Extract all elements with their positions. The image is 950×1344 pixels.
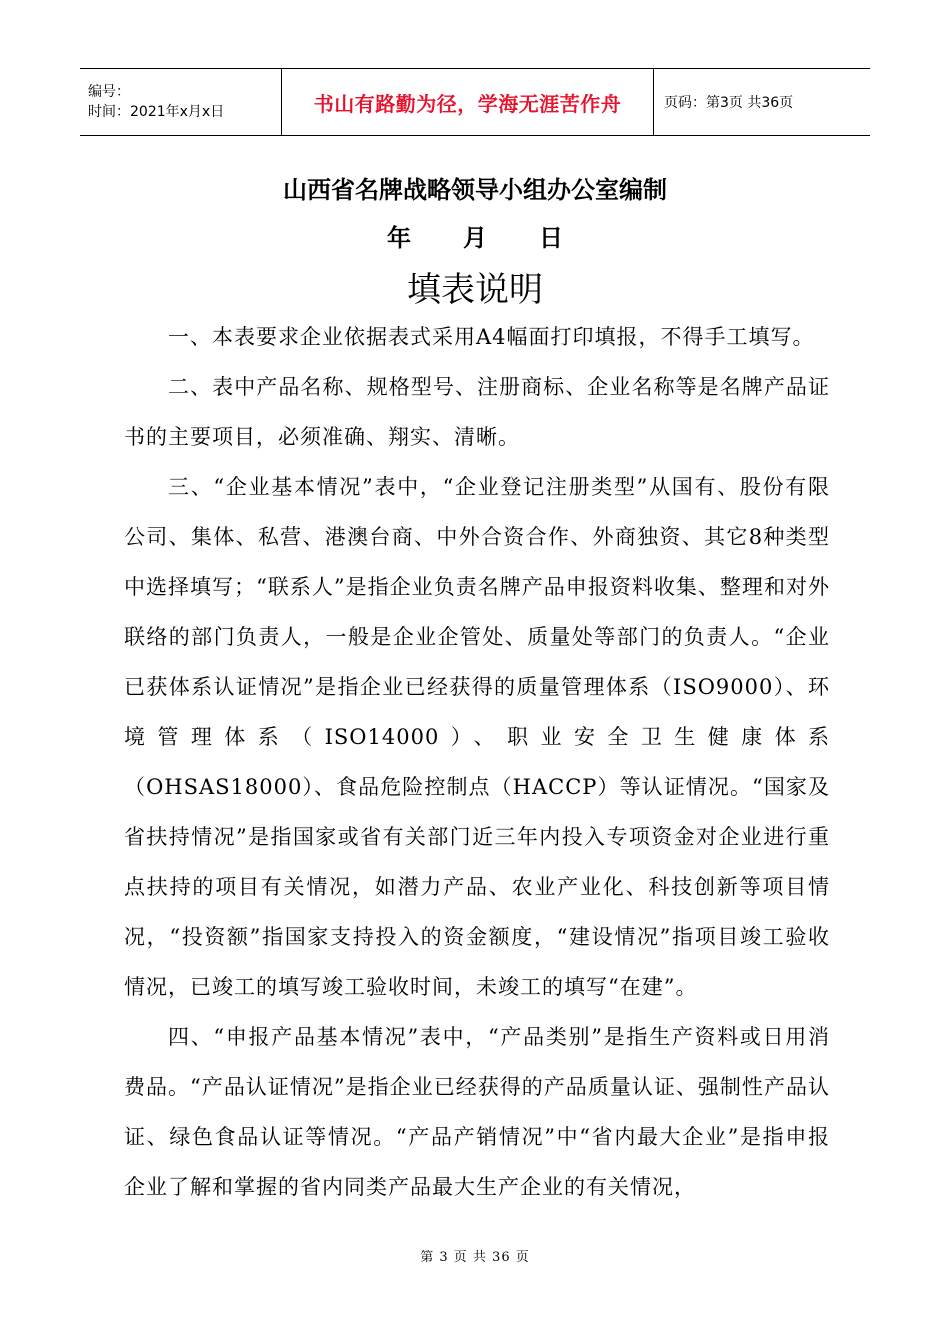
document-header [80,68,870,136]
header-meta [80,69,282,135]
date-month: 月 [463,224,487,252]
date-day: 日 [539,224,563,252]
page-footer: 第 3 页 共 36 页 [420,1250,530,1265]
instructions-body [124,312,830,1212]
paragraph-3: 三、“企业基本情况”表中，“企业登记注册类型”从国有、股份有限公司、集体、私营、港澳台商、中外合资合作、外商独资、其它8种类型中选择填写；“联系人”是指企业负责名牌产品申报资料收集、整理和对外联络的部门负责人，一般是企业企管处、质量处等部门的负责人。“企业已获体系认证情况”是指企业已经获得的质量管理体系（ISO9000）、环境管理体系（ISO14000）、职业安全卫生健康体系（OHSAS18000）、食品危险控制点（HACCP）等认证情况。“国家及省扶持情况”是指国家或省有关部门近三年内投入专项资金对企业进行重点扶持的项目有关情况，如潜力产品、农业产业化、科技创新等项目情况，“投资额”指国家支持投入的资金额度，“建设情况”指项目竣工验收情况，已竣工的填写竣工验收时间，未竣工的填写“在建”。 [124,475,830,999]
date-year: 年 [387,224,411,252]
header-page-code [654,69,870,135]
page-code-text: 页码：第3页 共36页 [664,95,794,111]
organization-title: 山西省名牌战略领导小组办公室编制 [283,176,667,204]
paragraph-1: 一、本表要求企业依据表式采用A4幅面打印填报，不得手工填写。 [168,325,815,349]
header-number-label: 编号： [88,84,130,100]
page-title: 填表说明 [407,270,543,310]
date-line [0,218,950,253]
motto-text: 书山有路勤为径，学海无涯苦作舟 [313,91,622,116]
paragraph-4: 四、“申报产品基本情况”表中，“产品类别”是指生产资料或日用消费品。“产品认证情况”是指企业已经获得的产品质量认证、强制性产品认证、绿色食品认证等情况。“产品产销情况”中“省内最大企业”是指申报企业了解和掌握的省内同类产品最大生产企业的有关情况， [124,1025,830,1199]
header-time-label: 时间：2021年x月x日 [88,104,225,120]
paragraph-2: 二、表中产品名称、规格型号、注册商标、企业名称等是名牌产品证书的主要项目，必须准确、翔实、清晰。 [124,375,830,449]
header-motto [282,69,654,135]
